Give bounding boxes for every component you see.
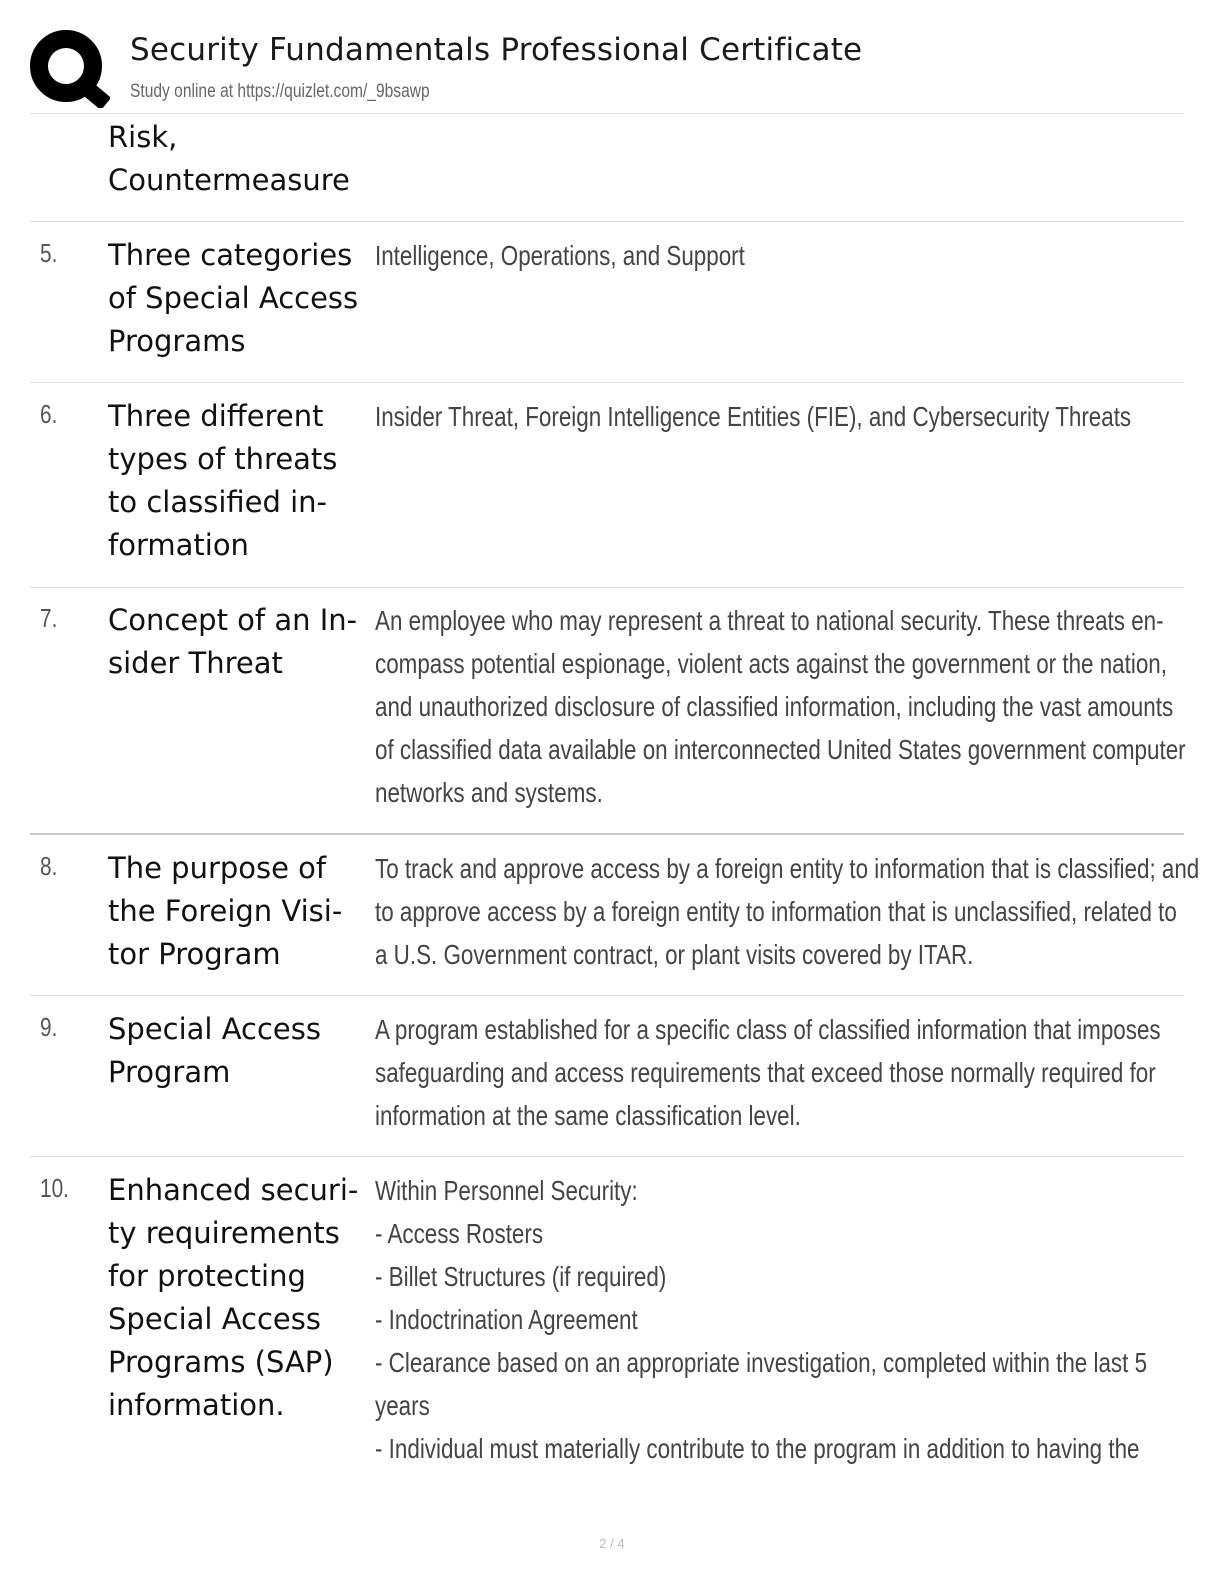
- definition-line: years: [375, 1390, 430, 1421]
- term-line: Three different: [108, 399, 324, 433]
- definition-line: Intelligence, Operations, and Support: [375, 240, 745, 271]
- card-term: [108, 395, 368, 567]
- term-line: Programs: [108, 324, 246, 358]
- term-line: types of threats: [108, 442, 338, 476]
- term-line: for protecting: [108, 1259, 306, 1293]
- definition-line: safeguarding and access requirements that exceed those normally required for: [375, 1057, 1156, 1088]
- definition-line: to approve access by a foreign entity to information that is unclassified, related to: [375, 896, 1177, 927]
- header-divider: [30, 113, 1184, 114]
- term-line: Enhanced securi-: [108, 1173, 359, 1207]
- definition-line: An employee who may represent a threat to national security. These threats en-: [375, 605, 1164, 636]
- row-divider: [30, 221, 1184, 222]
- definition-line: a U.S. Government contract, or plant visits covered by ITAR.: [375, 939, 974, 970]
- definition-line: and unauthorized disclosure of classified information, including the vast amounts: [375, 691, 1174, 722]
- card-definition: [375, 599, 1186, 814]
- term-line: Special Access: [108, 1302, 321, 1336]
- definition-line: - Access Rosters: [375, 1218, 544, 1249]
- term-line: Program: [108, 1055, 231, 1089]
- quizlet-logo-icon: [30, 28, 110, 108]
- document-title: Security Fundamentals Professional Certificate: [130, 32, 863, 68]
- term-line: Three categories: [108, 238, 353, 272]
- term-line: of Special Access: [108, 281, 359, 315]
- term-line: information.: [108, 1388, 285, 1422]
- row-divider: [30, 995, 1184, 996]
- card-number: 10.: [40, 1173, 69, 1203]
- term-line: the Foreign Visi-: [108, 894, 343, 928]
- term-line: Concept of an In-: [108, 603, 358, 637]
- definition-line: information at the same classification level.: [375, 1100, 801, 1131]
- term-line: ty requirements: [108, 1216, 340, 1250]
- term-line: Risk,: [108, 120, 178, 154]
- card-definition: [375, 1008, 1175, 1137]
- definition-line: Within Personnel Security:: [375, 1175, 638, 1206]
- card-term: [108, 1169, 368, 1427]
- row-divider: [30, 1156, 1184, 1157]
- card-definition: [375, 395, 1175, 438]
- card-number: 5.: [40, 238, 58, 268]
- term-line: The purpose of: [108, 851, 327, 885]
- row-divider: [30, 382, 1184, 383]
- definition-line: Insider Threat, Foreign Intelligence Entities (FIE), and Cybersecurity Threats: [375, 401, 1132, 432]
- term-line: tor Program: [108, 937, 281, 971]
- page-header: [30, 28, 1190, 112]
- term-line: Special Access: [108, 1012, 321, 1046]
- card-number: 6.: [40, 399, 58, 429]
- definition-line: - Clearance based on an appropriate investigation, completed within the last 5: [375, 1347, 1148, 1378]
- row-divider: [30, 587, 1184, 588]
- row-divider: [30, 833, 1184, 835]
- page-number: 2 / 4: [599, 1536, 625, 1551]
- definition-line: - Billet Structures (if required): [375, 1261, 667, 1292]
- definition-line: To track and approve access by a foreign entity to information that is classified; and: [375, 853, 1200, 884]
- definition-line: A program established for a specific class of classified information that imposes: [375, 1014, 1161, 1045]
- term-line: Countermeasure: [108, 163, 350, 197]
- definition-line: compass potential espionage, violent acts against the government or the nation,: [375, 648, 1167, 679]
- term-line: Programs (SAP): [108, 1345, 334, 1379]
- card-number: 8.: [40, 851, 58, 881]
- card-term: [108, 116, 368, 202]
- card-term: [108, 1008, 368, 1094]
- study-online-link[interactable]: Study online at https://quizlet.com/_9bsawp: [130, 81, 430, 102]
- definition-line: of classified data available on interconnected United States government computer: [375, 734, 1186, 765]
- definition-line: - Indoctrination Agreement: [375, 1304, 638, 1335]
- card-term: [108, 599, 368, 685]
- card-definition: [375, 234, 1175, 277]
- card-term: [108, 847, 368, 976]
- definition-line: networks and systems.: [375, 777, 603, 808]
- card-definition: [375, 847, 1200, 976]
- card-definition: [375, 1169, 1175, 1470]
- term-line: sider Threat: [108, 646, 283, 680]
- card-number: 7.: [40, 603, 58, 633]
- term-line: formation: [108, 528, 249, 562]
- definition-line: - Individual must materially contribute to the program in addition to having the: [375, 1433, 1140, 1464]
- card-term: [108, 234, 368, 363]
- card-number: 9.: [40, 1012, 58, 1042]
- term-line: to classified in-: [108, 485, 328, 519]
